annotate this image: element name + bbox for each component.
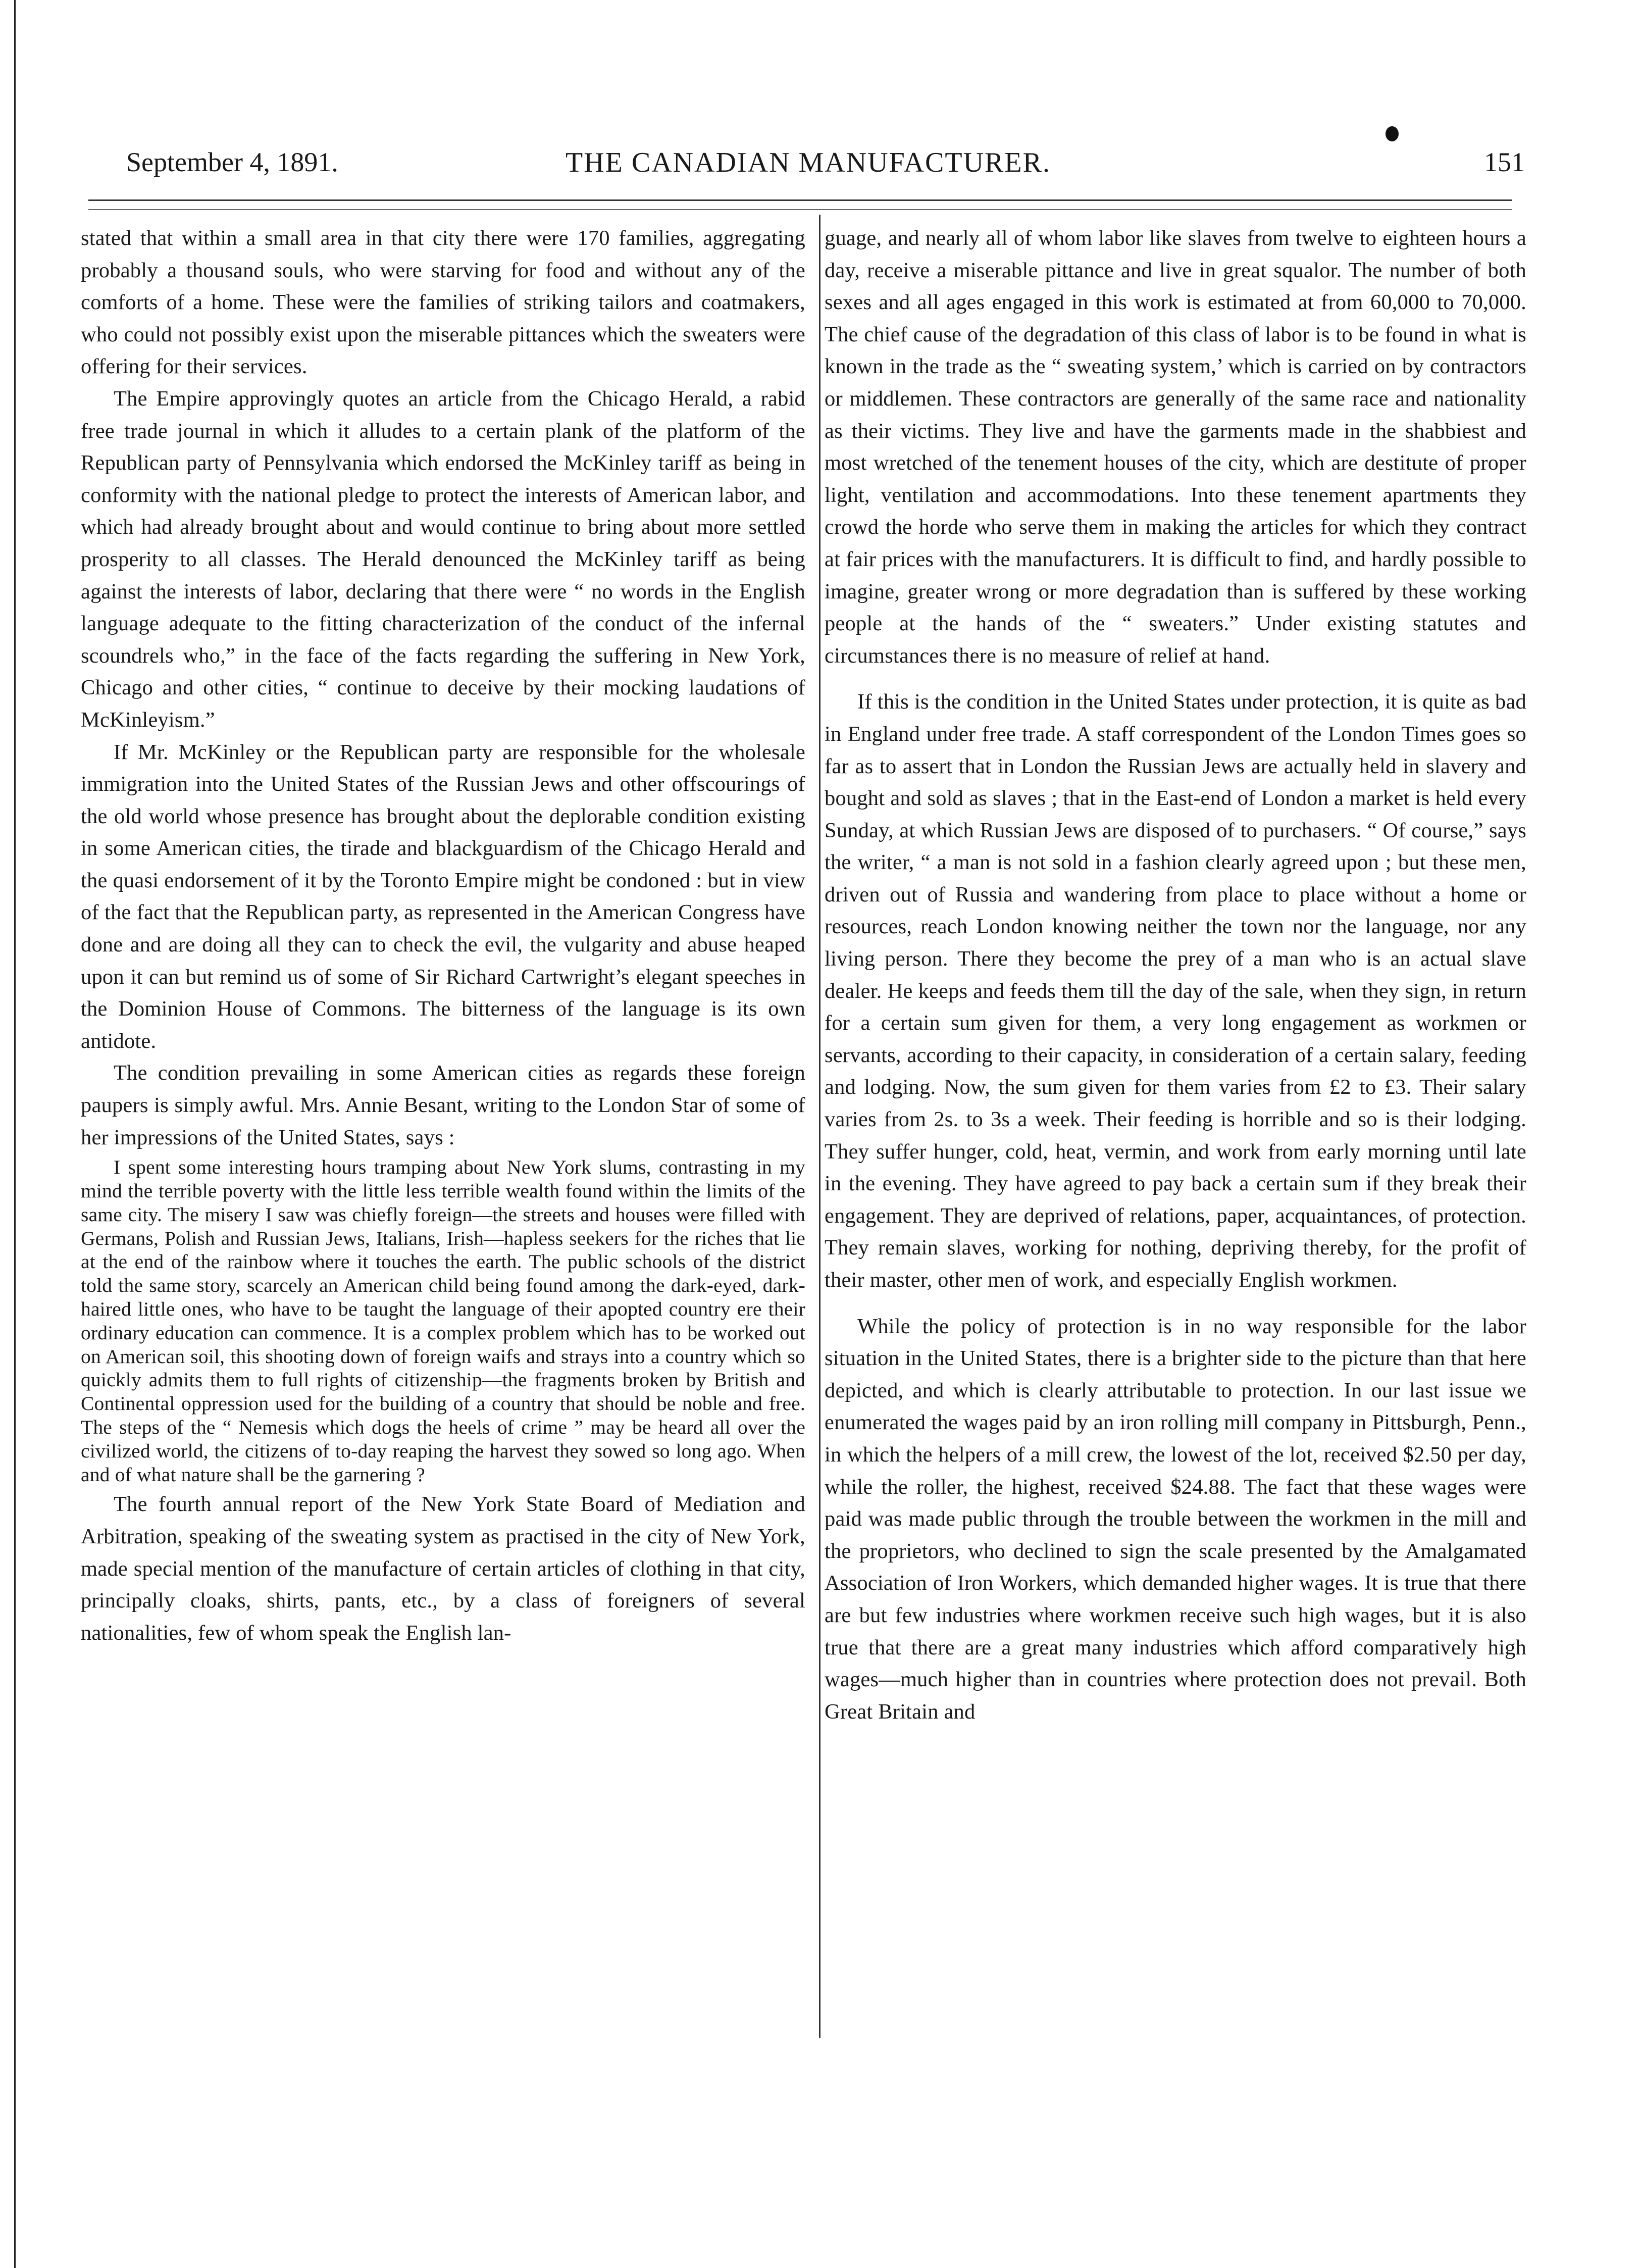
right-column — [825, 222, 1526, 1728]
paragraph: The condition prevailing in some American cities as regards these foreign paupers is simply awful. Mrs. Annie Besant, writing to the London Star of some of her impressions of the United States, says : — [81, 1061, 805, 1149]
paragraph: While the policy of protection is in no way responsible for the labor situation in the United States, there is a brighter side to the picture than that here depicted, and which is clearly attributable to protection. In our last issue we enumerated the wages paid by an iron rolling mill company in Pittsburgh, Penn., in which the helpers of a mill crew, the lowest of the lot, received $2.50 per day, while the roller, the highest, received $24.88. The fact that these wages were paid was made public through the trouble between the workmen in the mill and the proprietors, who declined to sign the scale presented by the Amalgamated Association of Iron Workers, which demanded higher wages. It is true that there are but few industries where workmen receive such high wages, but it is also true that there are a great many industries which afford comparatively high wages—much higher than in countries where protection does not prevail. Both Great Britain and — [825, 1314, 1526, 1724]
column-divider — [819, 215, 820, 2038]
ink-dot — [1386, 126, 1399, 141]
publication-title: THE CANADIAN MANUFACTURER. — [566, 147, 1051, 178]
paragraph: If this is the condition in the United States under protection, it is quite as bad in England under free trade. A staff correspondent of the London Times goes so far as to assert that in London the Russian Jews are actually held in slavery and bought and sold as slaves ; that in the East-end of London a market is held every Sunday, at which Russian Jews are disposed of to purchasers. “ Of course,” says the writer, “ a man is not sold in a fashion clearly agreed upon ; but these men, driven out of Russia and wandering from place to place without a home or resources, reach London knowing neither the town nor the language, nor any living person. There they become the prey of a man who is an actual slave dealer. He keeps and feeds them till the day of the sale, when they sign, in return for a certain sum given for them, a very long engagement as workmen or servants, according to their capacity, in consideration of a certain salary, feeding and lodging. Now, the sum given for them varies from £2 to £3. Their salary varies from 2s. to 3s a week. Their feeding is horrible and so is their lodging. They suffer hunger, cold, heat, vermin, and work from early morning until late in the evening. They have agreed to pay back a certain sum if they break their engagement. They are deprived of relations, paper, acquaintances, of protection. They remain slaves, working for nothing, depriving thereby, for the profit of their master, other men of work, and especially English workmen. — [825, 690, 1526, 1292]
scan-edge-line — [14, 0, 16, 2268]
left-column — [81, 222, 805, 1649]
paragraph: If Mr. McKinley or the Republican party are responsible for the wholesale immigration into the United States of the Russian Jews and other offscourings of the old world whose presence has brought about the deplorable condition existing in some American cities, the tirade and blackguardism of the Chicago Herald and the quasi endorsement of it by the Toronto Empire might be condoned : but in view of the fact that the Republican party, as represented in the American Congress have done and are doing all they can to check the evil, the vulgarity and abuse heaped upon it can but remind us of some of Sir Richard Cartwright’s elegant speeches in the Dominion House of Commons. The bitterness of the language is its own antidote. — [81, 740, 805, 1053]
block-quote — [81, 1155, 805, 1486]
paragraph: stated that within a small area in that city there were 170 families, aggregating probably a thousand souls, who were starving for food and without any of the comforts of a home. These were the families of striking tailors and coatmakers, who could not possibly exist upon the miserable pittances which the sweaters were offering for their services. — [81, 226, 805, 379]
paragraph: The Empire approvingly quotes an article from the Chicago Herald, a rabid free trade journal in which it alludes to a certain plank of the platform of the Republican party of Pennsylvania which endorsed the McKinley tariff as being in conformity with the national pledge to protect the interests of American labor, and which had already brought about and would continue to bring about more settled prosperity to all classes. The Herald denounced the McKinley tariff as being against the interests of labor, declaring that there were “ no words in the English language adequate to the fitting characterization of the conduct of the infernal scoundrels who,” in the face of the facts regarding the suffering in New York, Chicago and other cities, “ continue to deceive by their mocking laudations of McKinleyism.” — [81, 386, 805, 732]
page-header — [121, 146, 1525, 192]
page-number: 151 — [1484, 147, 1525, 177]
paragraph: guage, and nearly all of whom labor like slaves from twelve to eighteen hours a day, receive a miserable pittance and live in great squalor. The number of both sexes and all ages engaged in this work is estimated at from 60,000 to 70,000. The chief cause of the degradation of this class of labor is to be found in what is known in the trade as the “ sweating system,’ which is carried on by contractors or middlemen. These contractors are generally of the same race and nationality as their victims. They live and have the garments made in the shabbiest and most wretched of the tenement houses of the city, which are destitute of proper light, ventilation and accommodations. Into these tenement apartments they crowd the horde who serve them in making the articles for which they contract at fair prices with the manufacturers. It is difficult to find, and hardly possible to imagine, greater wrong or more degradation than is suffered by these working people at the hands of the “ sweaters.” Under existing statutes and circumstances there is no measure of relief at hand. — [825, 226, 1526, 668]
quote-text: I spent some interesting hours tramping about New York slums, contrasting in my mind the terrible poverty with the little less terrible wealth found within the limits of the same city. The misery I saw was chiefly foreign—the streets and houses were filled with Germans, Polish and Russian Jews, Italians, Irish—hapless seekers for the riches that lie at the end of the rainbow where it touches the earth. The public schools of the district told the same story, scarcely an American child being found among the dark-eyed, dark-haired little ones, who have to be taught the language of their apopted country ere their ordinary education can commence. It is a complex problem which has to be worked out on American soil, this shooting down of foreign waifs and strays into a country which so quickly admits them to full rights of citizenship—the fragments broken by British and Continental oppression used for the building of a country that should be noble and free. The steps of the “ Nemesis which dogs the heels of crime ” may be heard all over the civilized world, the citizens of to-day reaping the harvest they sowed so long ago. When and of what nature shall be the garnering ? — [81, 1156, 805, 1486]
paragraph: The fourth annual report of the New York State Board of Mediation and Arbitration, speaking of the sweating system as practised in the city of New York, made special mention of the manufacture of certain articles of clothing in that city, principally cloaks, shirts, pants, etc., by a class of foreigners of several nationalities, few of whom speak the English lan- — [81, 1492, 805, 1645]
header-rule — [88, 199, 1512, 210]
issue-date: September 4, 1891. — [126, 147, 338, 177]
